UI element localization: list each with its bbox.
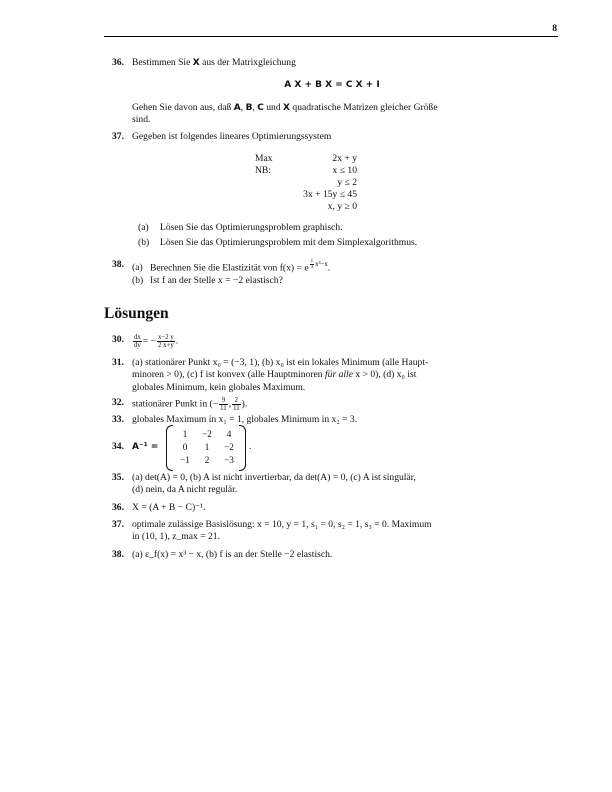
solution-number: 37.: [112, 519, 124, 530]
solution-number: 35.: [112, 472, 124, 483]
header-rule: [104, 36, 558, 37]
punctuation: .: [175, 335, 179, 347]
subquestion-text: Lösen Sie das Optimierungsproblem mit dem Simplexalgorithmus.: [160, 237, 418, 248]
punctuation: .: [327, 262, 331, 274]
problem-36: [112, 57, 484, 69]
subquestion-label: (b): [138, 237, 150, 248]
punctuation: .: [249, 441, 252, 452]
row-expression: x, y ≥ 0: [327, 201, 357, 212]
solution-text: (a) stationärer Punkt x₀ = (−3, 1), (b) x₀ ist ein lokales Minimum (alle Haupt-: [132, 357, 429, 368]
solution-30: [112, 334, 484, 349]
problem-text: sind.: [132, 114, 151, 126]
solution-text: optimale zulässige Basislösung: x = 10, y = 1, s₁ = 0, s₂ = 1, s₃ = 0. Maximum: [132, 519, 432, 530]
solution-number: 30.: [112, 334, 124, 345]
matrix-cell: −3: [224, 455, 234, 466]
solution-text: stationärer Punkt in (−: [132, 398, 219, 410]
row-expression: y ≤ 2: [337, 177, 357, 188]
matrix-cell: 1: [182, 429, 188, 440]
fraction-numerator: 1: [310, 259, 314, 264]
problem-38-b: [112, 275, 484, 287]
problem-text: aus der Matrixgleichung: [202, 57, 296, 68]
matrix-cell: −2: [202, 429, 212, 440]
problem-text: Bestimmen Sie: [132, 57, 191, 68]
solution-35: [112, 472, 484, 497]
optimization-row: [255, 165, 357, 177]
row-expression: 3x + 15y ≤ 45: [303, 189, 357, 200]
problem-36-text: Gehen Sie davon aus, daß A, B, C und X quadratische Matrizen gleicher Größe sind.: [132, 102, 438, 126]
matrix-equation: A X + B X = C X + I: [284, 80, 380, 90]
fraction-numerator: 2: [232, 397, 241, 405]
problem-37: [112, 131, 484, 143]
problem-number: 38.: [112, 259, 124, 270]
optimization-row: [255, 153, 357, 165]
row-label: Max: [255, 153, 273, 164]
matrix-symbol: B: [245, 103, 253, 113]
problem-38: [112, 259, 484, 275]
problem-text: quadratische Matrizen gleicher Größe: [292, 102, 438, 113]
solution-number: 33.: [112, 414, 124, 425]
problem-number: 36.: [112, 57, 124, 68]
matrix-cell: −1: [180, 455, 190, 466]
problem-text: Gegeben ist folgendes lineares Optimierungssystem: [132, 131, 332, 142]
solution-text: globales Maximum in x₁ = 1, globales Minimum in x₂ = 3.: [132, 414, 358, 425]
subquestion-text: Lösen Sie das Optimierungsproblem graphisch.: [160, 222, 343, 233]
optimization-row: [255, 201, 357, 213]
subquestion-label: (a): [132, 262, 143, 274]
fraction-denominator: 3: [310, 265, 314, 270]
fraction-denominator: 11: [220, 405, 227, 412]
fraction-denominator: 2 x+y: [158, 342, 174, 349]
solution-text: in (10, 1), z_max = 21.: [132, 531, 221, 543]
solution-text: A⁻¹ =: [132, 442, 159, 452]
problem-text: und: [266, 102, 281, 113]
solution-32: [112, 397, 484, 412]
row-expression: 2x + y: [332, 153, 357, 164]
exponent: x³−x: [315, 261, 328, 269]
solution-number: 32.: [112, 397, 124, 408]
optimization-row: [255, 177, 357, 189]
solution-number: 31.: [112, 357, 124, 368]
fraction-denominator: dy: [134, 342, 141, 349]
matrix-symbol: X: [283, 103, 290, 113]
matrix-table: [174, 428, 240, 467]
solution-text-italic: für alle: [324, 369, 353, 381]
subquestion-b: [138, 237, 498, 249]
section-heading: Lösungen: [104, 305, 169, 322]
subquestion-text: Berechnen Sie die Elastizität von f(x) = e: [150, 262, 309, 274]
optimization-row: [255, 189, 357, 201]
matrix-cell: 1: [204, 442, 210, 453]
matrix-cell: 2: [204, 455, 210, 466]
problem-number: 37.: [112, 131, 124, 142]
equals-sign: = −: [142, 335, 157, 347]
row-label: NB:: [255, 165, 271, 176]
subquestion-a: [138, 222, 498, 234]
punctuation: ,: [228, 398, 232, 410]
fraction-numerator: dx: [134, 334, 141, 341]
solution-36: [112, 502, 484, 514]
solution-number: 34.: [112, 441, 124, 452]
solution-38: [112, 549, 484, 561]
row-expression: x ≤ 10: [332, 165, 357, 176]
solution-text: (a) ε_f(x) = x³ − x, (b) f is an der Stelle −2 elastisch.: [132, 549, 333, 560]
matrix-symbol: X: [192, 58, 200, 68]
solution-text: x > 0), (d) x₀ ist: [355, 369, 417, 381]
subquestion-label: (a): [138, 222, 149, 233]
punctuation: ).: [241, 398, 248, 410]
matrix-symbol: C: [257, 103, 264, 113]
matrix-cell: 4: [226, 429, 232, 440]
matrix-symbol: A: [233, 103, 241, 113]
solution-text: (d) nein, da A nicht regulär.: [132, 484, 238, 496]
solution-number: 36.: [112, 502, 124, 513]
fraction-numerator: 9: [219, 397, 228, 405]
matrix-cell: 0: [182, 442, 188, 453]
subquestion-text: Ist f an der Stelle x = −2 elastisch?: [150, 275, 283, 286]
solution-text: globales Minimum, kein globales Maximum.: [132, 381, 306, 393]
matrix-cell: −2: [224, 442, 234, 453]
fraction-numerator: x−2 y: [158, 334, 174, 341]
solution-text: X = (A + B − C)⁻¹.: [132, 502, 206, 513]
fraction-denominator: 11: [233, 405, 240, 412]
solution-text: minoren > 0), (c) f ist konvex (alle Hauptminoren: [132, 369, 323, 381]
solution-37: [112, 519, 484, 544]
page-number: 8: [552, 23, 557, 34]
problem-text: Gehen Sie davon aus, daß: [132, 102, 232, 113]
solution-text: (a) det(A) = 0, (b) A ist nicht invertierbar, da det(A) = 0, (c) A ist singulär,: [132, 472, 416, 483]
solution-number: 38.: [112, 549, 124, 560]
left-bracket: [166, 425, 173, 471]
inverse-matrix: [166, 425, 246, 469]
subquestion-label: (b): [132, 275, 144, 286]
solution-31: [112, 357, 484, 394]
right-bracket: [239, 425, 246, 471]
